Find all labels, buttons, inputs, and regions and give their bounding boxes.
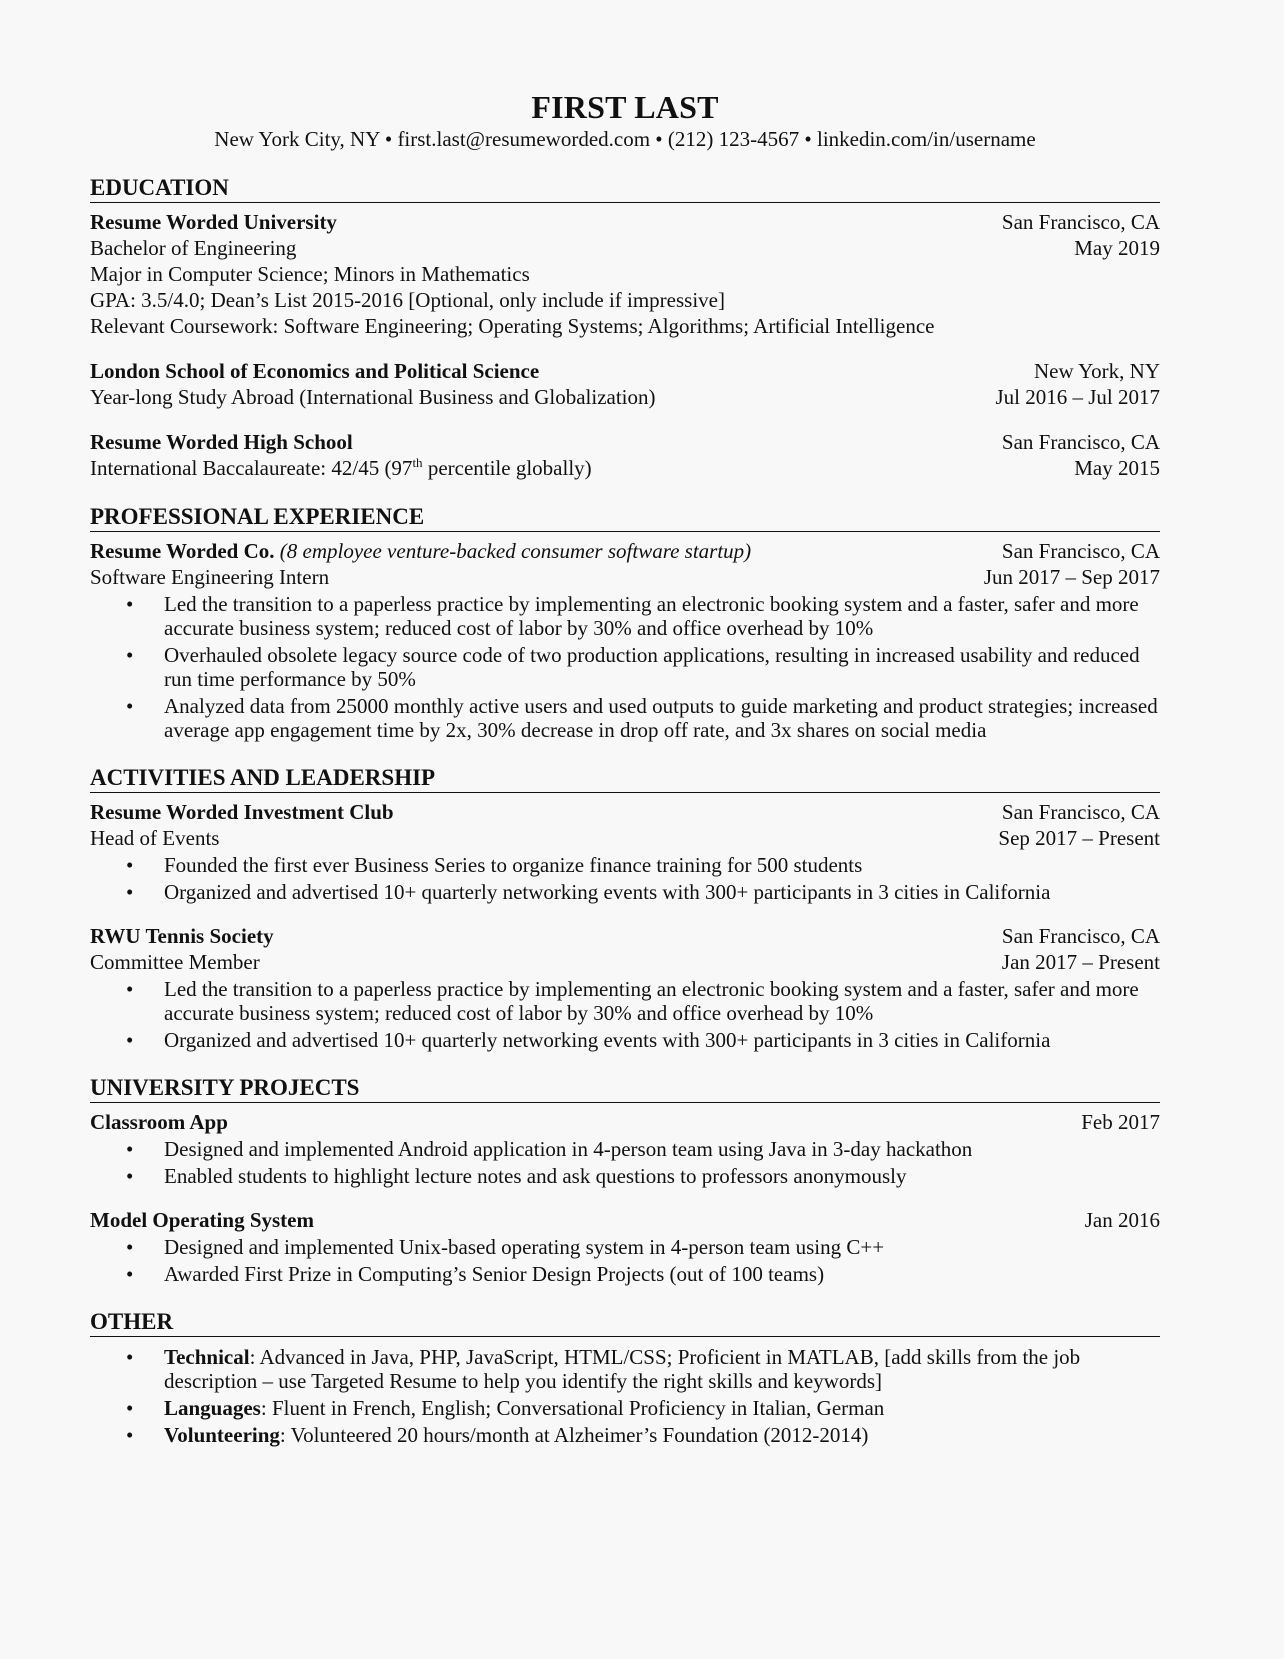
- company-description: (8 employee venture-backed consumer software startup): [279, 539, 752, 563]
- skill-label: Technical: [164, 1345, 250, 1369]
- bullet-icon: •: [126, 1235, 134, 1259]
- activity-entry: [90, 799, 1160, 904]
- bullet-item: • Organized and advertised 10+ quarterly networking events with 300+ participants in 3 cities in California: [126, 880, 1051, 904]
- project-date: Feb 2017: [1081, 1110, 1160, 1134]
- contact-line: New York City, NY • first.last@resumeworded.com • (212) 123-4567 • linkedin.com/in/username: [214, 127, 1036, 151]
- bullet-item: • Designed and implemented Android application in 4-person team using Java in 3-day hackathon: [126, 1137, 973, 1161]
- skill-item: • Languages: Fluent in French, English; Conversational Proficiency in Italian, German: [126, 1396, 885, 1420]
- bullet-item: • Led the transition to a paperless practice by implementing an electronic booking system and a faster, safer and more accurate business system; reduced cost of labor by 30% and office overhead by 10%: [126, 977, 1139, 1025]
- bullet-icon: •: [126, 853, 134, 877]
- experience-section: [90, 503, 1160, 742]
- bullet-icon: •: [126, 1262, 134, 1286]
- project-entry: [90, 1207, 1160, 1286]
- gpa-line: GPA: 3.5/4.0; Dean’s List 2015-2016 [Optional, only include if impressive]: [90, 288, 725, 312]
- project-name: Classroom App: [90, 1110, 228, 1134]
- org-name: Resume Worded Investment Club: [90, 800, 394, 824]
- bullet-icon: •: [126, 880, 134, 904]
- bullet-item: • Awarded First Prize in Computing’s Senior Design Projects (out of 100 teams): [126, 1262, 825, 1286]
- bullet-icon: •: [126, 643, 134, 667]
- education-section: [90, 174, 1160, 481]
- bullet-item: • Founded the first ever Business Series to organize finance training for 500 students: [126, 853, 863, 877]
- coursework-line: Relevant Coursework: Software Engineering; Operating Systems; Algorithms; Artificial Intelligence: [90, 314, 935, 338]
- job-dates: Jun 2017 – Sep 2017: [983, 565, 1160, 589]
- bullet-icon: •: [126, 694, 134, 718]
- job-title: Software Engineering Intern: [90, 565, 330, 589]
- section-title-activities: ACTIVITIES AND LEADERSHIP: [90, 764, 1160, 793]
- bullet-list: [90, 1345, 1160, 1447]
- bullet-icon: •: [126, 592, 134, 616]
- section-title-other: OTHER: [90, 1308, 1160, 1337]
- bullet-item: • Enabled students to highlight lecture notes and ask questions to professors anonymously: [126, 1164, 907, 1188]
- section-title-education: EDUCATION: [90, 174, 1160, 203]
- bullet-item: • Led the transition to a paperless practice by implementing an electronic booking system and a faster, safer and more accurate business system; reduced cost of labor by 30% and office overhead by 10%: [126, 592, 1139, 640]
- activity-entry: [90, 923, 1160, 1052]
- program-detail: Year-long Study Abroad (International Business and Globalization): [90, 385, 656, 409]
- education-entry: [90, 429, 1160, 481]
- activity-role: Committee Member: [90, 950, 260, 974]
- bullet-list: [90, 977, 1160, 1052]
- job-location: San Francisco, CA: [1001, 539, 1160, 563]
- activity-dates: Sep 2017 – Present: [998, 826, 1160, 850]
- bullet-list: [90, 592, 1160, 742]
- job-entry: [90, 538, 1160, 742]
- company-name: Resume Worded Co.: [90, 539, 275, 563]
- bullet-item: • Organized and advertised 10+ quarterly networking events with 300+ participants in 3 cities in California: [126, 1028, 1051, 1052]
- bullet-icon: •: [126, 977, 134, 1001]
- bullet-icon: •: [126, 1028, 134, 1052]
- section-title-projects: UNIVERSITY PROJECTS: [90, 1074, 1160, 1103]
- skill-label: Languages: [164, 1396, 261, 1420]
- bullet-item: • Analyzed data from 25000 monthly active users and used outputs to guide marketing and product strategies; increased average app engagement time by 2x, 30% decrease in drop off rate, and 3x shares on social media: [126, 694, 1158, 742]
- program-detail: International Baccalaureate: 42/45 (97th percentile globally): [90, 455, 592, 480]
- graduation-date: May 2019: [1074, 236, 1160, 260]
- school-name: London School of Economics and Political Science: [90, 359, 540, 383]
- school-name: Resume Worded High School: [90, 430, 353, 454]
- bullet-icon: •: [126, 1423, 134, 1447]
- education-entry: [90, 209, 1160, 339]
- program-dates: Jul 2016 – Jul 2017: [995, 385, 1160, 409]
- skill-label: Volunteering: [164, 1423, 280, 1447]
- bullet-icon: •: [126, 1345, 134, 1369]
- bullet-list: [90, 1235, 1160, 1286]
- activity-dates: Jan 2017 – Present: [1001, 950, 1160, 974]
- school-location: San Francisco, CA: [1001, 210, 1160, 234]
- activity-role: Head of Events: [90, 826, 220, 850]
- graduation-date: May 2015: [1074, 456, 1160, 480]
- bullet-list: [90, 1137, 1160, 1188]
- skill-item: • Technical: Advanced in Java, PHP, JavaScript, HTML/CSS; Proficient in MATLAB, [add skills from the job description – use Targeted Resume to help you identify the right skills and keywords]: [126, 1345, 1081, 1393]
- bullet-icon: •: [126, 1396, 134, 1420]
- ordinal-suffix: th: [412, 455, 423, 470]
- project-name: Model Operating System: [90, 1208, 314, 1232]
- section-title-experience: PROFESSIONAL EXPERIENCE: [90, 503, 1160, 532]
- candidate-name: FIRST LAST: [531, 89, 719, 125]
- major-line: Major in Computer Science; Minors in Mathematics: [90, 262, 530, 286]
- bullet-item: • Overhauled obsolete legacy source code of two production applications, resulting in increased usability and reduced run time performance by 50%: [126, 643, 1140, 691]
- school-location: New York, NY: [1033, 359, 1160, 383]
- bullet-item: • Designed and implemented Unix-based operating system in 4-person team using C++: [126, 1235, 885, 1259]
- education-entry: [90, 358, 1160, 410]
- degree: Bachelor of Engineering: [90, 236, 297, 260]
- school-location: San Francisco, CA: [1001, 430, 1160, 454]
- school-name: Resume Worded University: [90, 210, 337, 234]
- projects-section: [90, 1074, 1160, 1286]
- org-location: San Francisco, CA: [1001, 924, 1160, 948]
- org-name: RWU Tennis Society: [90, 924, 274, 948]
- org-location: San Francisco, CA: [1001, 800, 1160, 824]
- activities-section: [90, 764, 1160, 1052]
- project-entry: [90, 1109, 1160, 1188]
- bullet-icon: •: [126, 1137, 134, 1161]
- project-date: Jan 2016: [1084, 1208, 1160, 1232]
- skill-item: • Volunteering: Volunteered 20 hours/month at Alzheimer’s Foundation (2012-2014): [126, 1423, 869, 1447]
- bullet-list: [90, 853, 1160, 904]
- bullet-icon: •: [126, 1164, 134, 1188]
- other-section: [90, 1308, 1160, 1447]
